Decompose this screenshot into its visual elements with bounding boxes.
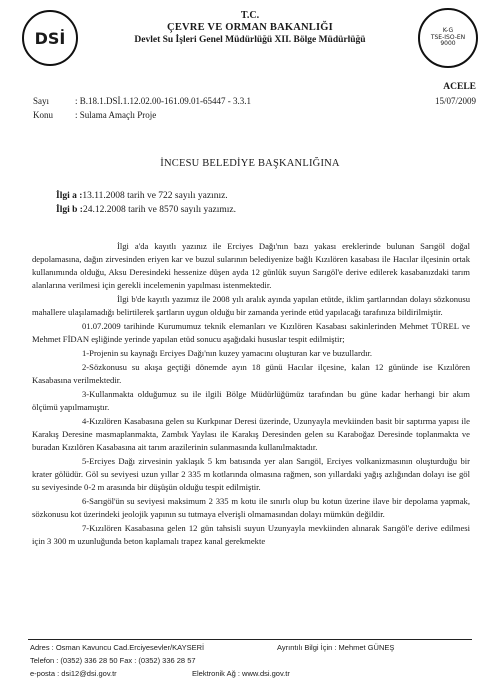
paragraph: 1-Projenin su kaynağı Erciyes Dağı'nın kuzey yamacını oluşturan kar ve buzullardır. xyxy=(82,348,373,358)
seal-line-2: TSE-ISO-EN xyxy=(430,33,466,41)
sayi-value: : B.18.1.DSİ.1.12.02.00-161.09.01-65447 - 3.3.1 xyxy=(75,96,251,106)
paragraph: 2-Sözkonusu su akışa geçtiği dönemde ayın 18 günü Hacılar ilçesine, kalan 12 gününde ise Kızılören Kasabasına verilmektedir. xyxy=(32,362,470,385)
dsi-logo-text: DSİ xyxy=(34,28,66,48)
paragraph: İlgi a'da kayıtlı yazınız ile Erciyes Dağı'nın bazı yakası ereklerinde bulunan Sarıgöl doğal depolamasına, dağın zirvesinden eriyen kar ve buzul sularının belediyenize bağlı Kızılören kasabası ile Hacılar ilçesinin ortak kullanımında olduğu, Aksu Deresindeki hessenize düşen ayda 12 günlük suyun Sarıgöl'e derive edilerek kasabanızdaki tarım alanlarına verilmesi için gerekli incelemenin yapılması istenmektedir. xyxy=(32,241,470,290)
seal-line-3: 9000 xyxy=(440,40,456,48)
urgent-label: ACELE xyxy=(443,82,476,92)
header-directorate: Devlet Su İşleri Genel Müdürlüğü XII. Bölge Müdürlüğü xyxy=(134,35,366,45)
ilgi-a-label: İlgi a : xyxy=(56,191,83,201)
header-ministry: ÇEVRE VE ORMAN BAKANLIĞI xyxy=(167,22,333,33)
footer-divider xyxy=(28,639,472,640)
paragraph: 3-Kullanmakta olduğumuz su ile ilgili Bölge Müdürlüğümüz tarafından bu güne kadar herhangi bir akım ölçümü yapılmamıştır. xyxy=(32,389,470,412)
header-tc: T.C. xyxy=(240,10,260,21)
footer-contact-person: Ayrıntılı Bilgi İçin : Mehmet GÜNEŞ xyxy=(277,643,395,652)
ilgi-b-label: İlgi b : xyxy=(56,205,83,215)
document-date: 15/07/2009 xyxy=(434,96,476,106)
paragraph: İlgi b'de kayıtlı yazımız ile 2008 yılı aralık ayında yapılan etütde, iklim şartlarından dolayı sözkonusu mahallere ulaşılamadığı belirtilerek şartların uygun olduğu bir zamanda yerinde etüd yapılacağı tarafınıza bildirilmiştir. xyxy=(32,294,470,317)
seal-line-1: K-G xyxy=(442,26,454,34)
konu-value: : Sulama Amaçlı Proje xyxy=(75,110,157,120)
letter-body xyxy=(32,240,470,549)
ilgi-b-text: 24.12.2008 tarih ve 8570 sayılı yazımız. xyxy=(82,205,236,215)
footer-phone-fax: Telefon : (0352) 336 28 50 Fax : (0352) 336 28 57 xyxy=(30,656,196,665)
paragraph: 6-Sarıgöl'ün su seviyesi maksimum 2 335 m kotu ile sınırlı olup bu kotun üzerine ilave bir depolama yapmak, sözkonusu kot üzerindeki jeolojik yapının su tutmaya elverişli olmamasından dolayı mümkün değildir. xyxy=(32,496,470,519)
footer-address: Adres : Osman Kavuncu Cad.Erciyesevler/KAYSERİ xyxy=(30,643,205,652)
ilgi-b xyxy=(56,205,236,215)
footer-website: Elektronik Ağ : www.dsi.gov.tr xyxy=(192,669,290,678)
addressee: İNCESU BELEDİYE BAŞKANLIĞINA xyxy=(160,158,340,169)
ilgi-a xyxy=(56,191,228,201)
konu-label: Konu xyxy=(33,110,53,120)
sayi-label: Sayı xyxy=(33,96,50,106)
footer-email: e-posta : dsi12@dsi.gov.tr xyxy=(30,669,117,678)
ilgi-a-text: 13.11.2008 tarih ve 722 sayılı yazınız. xyxy=(82,191,228,201)
paragraph: 5-Erciyes Dağı zirvesinin yaklaşık 5 km batısında yer alan Sarıgöl, Erciyes volkanizmasının oluşturduğu bir krater gölüdür. Göl su seviyesi uzun yıllar 2 335 m kotlarında olmasına rağmen, son yıllardaki yağış azlığından dolayı ise göl su seviyesinde 0-2 m arasında bir düşüşün olduğu tespit edilmiştir. xyxy=(32,456,470,492)
paragraph: 7-Kızılören Kasabasına gelen 12 gün tahsisli suyun Uzunyayla mevkiinden alınarak Sarıgöl'e derive edilmesi için 3 300 m uzunluğunda beton kaplamalı trapez kanal gerekmekte xyxy=(32,523,470,546)
paragraph: 4-Kızılören Kasabasına gelen su Kurkpınar Deresi üzerinde, Uzunyayla mevkiinden basit bir saptırma yapısı ile Karakış Deresine masmaplanmakta, Zambık Yaylası ile Karakış Deresinden gelen su Karaboğaz Deresinde toplanmakta ve buradan Kızılören Kasabasına ait tarım arazilerinin sulanmasında kullanılmaktadır. xyxy=(32,416,470,452)
paragraph: 01.07.2009 tarihinde Kurumumuz teknik elemanları ve Kızılören Kasabası sakinlerinden Mehmet TÜREL ve Mehmet FİDAN eşliğinde yerinde yapılan etüd sonucu aşağıdaki hususlar tespit edilmiştir; xyxy=(32,321,470,344)
